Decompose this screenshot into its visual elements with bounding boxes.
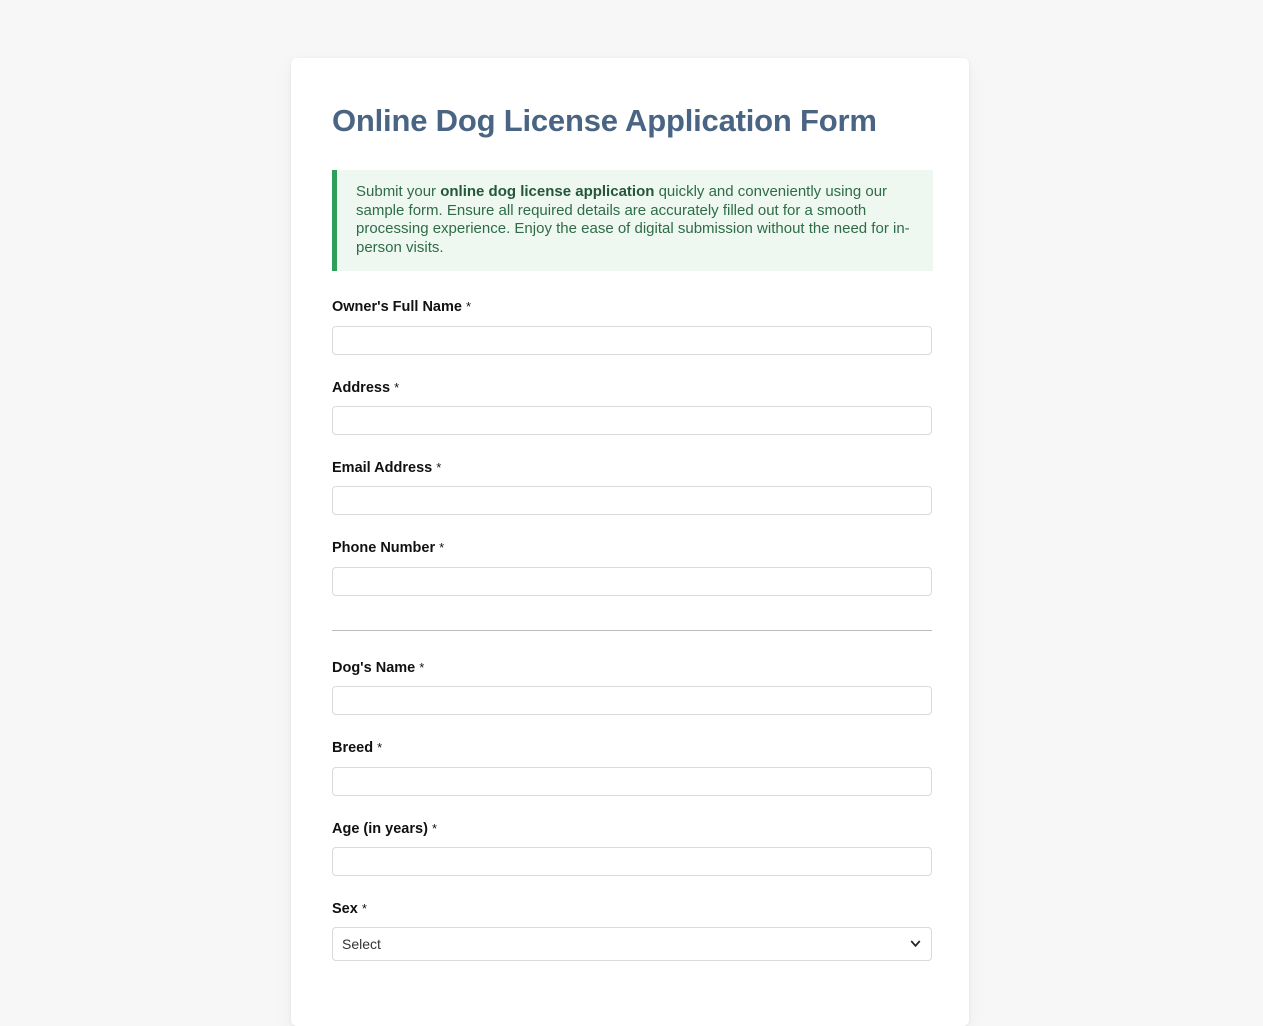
field-email-address: [332, 460, 928, 515]
required-marker: *: [436, 459, 442, 475]
label-phone-number: [332, 540, 928, 557]
label-text: Sex: [332, 900, 358, 917]
input-email-address[interactable]: [332, 486, 932, 515]
label-text: Phone Number: [332, 540, 436, 557]
required-marker: *: [419, 659, 425, 675]
label-breed: [332, 740, 928, 757]
label-text: Address: [332, 379, 391, 396]
field-owner-full-name: [332, 299, 928, 354]
form-card: [291, 58, 969, 1026]
label-text: Email Address: [332, 459, 433, 476]
required-marker: *: [439, 540, 445, 556]
section-divider: [332, 630, 932, 631]
info-callout-text: [356, 183, 917, 257]
label-text: Owner's Full Name: [332, 299, 462, 316]
required-marker: *: [466, 299, 472, 315]
field-address: [332, 380, 928, 435]
label-sex: [332, 901, 928, 918]
page-title: Online Dog License Application Form: [332, 103, 877, 138]
label-address: [332, 380, 928, 397]
label-email-address: [332, 460, 928, 477]
required-marker: *: [431, 820, 437, 836]
input-phone-number[interactable]: [332, 567, 932, 596]
field-phone-number: [332, 540, 928, 595]
input-address[interactable]: [332, 406, 932, 435]
required-marker: *: [361, 900, 367, 916]
field-sex: [332, 901, 928, 961]
field-breed: [332, 740, 928, 795]
field-age: [332, 821, 928, 876]
info-callout: [332, 170, 933, 271]
select-sex[interactable]: Select: [332, 927, 932, 961]
info-text-after: quickly and conveniently using our sample form. Ensure all required details are accurately filled out for a smooth processing experience. Enjoy the ease of digital submission without the need for in-person visits.: [356, 183, 910, 256]
label-text: Dog's Name: [332, 659, 416, 676]
label-age: [332, 821, 928, 838]
select-sex-wrapper: [332, 927, 932, 961]
label-dog-name: [332, 660, 928, 677]
input-breed[interactable]: [332, 767, 932, 796]
required-marker: *: [377, 740, 383, 756]
info-text-highlight: online dog license application: [440, 183, 655, 201]
info-text-before: Submit your: [356, 183, 441, 201]
required-marker: *: [394, 379, 400, 395]
label-text: Breed: [332, 740, 374, 757]
input-owner-full-name[interactable]: [332, 326, 932, 355]
label-text: Age (in years): [332, 820, 428, 837]
field-dog-name: [332, 660, 928, 715]
input-age[interactable]: [332, 847, 932, 876]
input-dog-name[interactable]: [332, 686, 932, 715]
label-owner-full-name: [332, 299, 928, 316]
